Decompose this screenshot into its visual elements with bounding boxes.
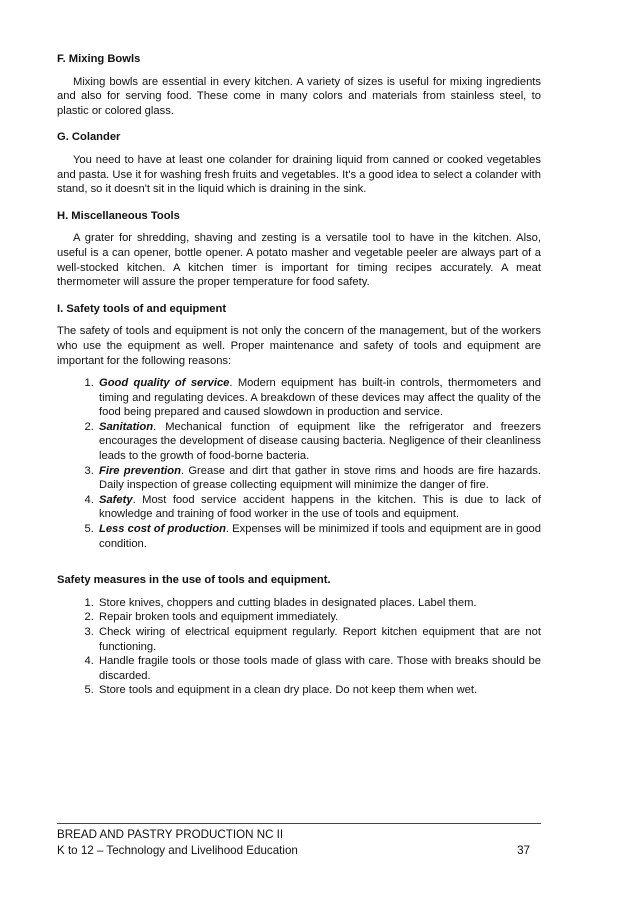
list-item: [97, 493, 541, 522]
list-item: 3. Check wiring of electrical equipment regularly. Report kitchen equipment that are not functioning.: [97, 625, 541, 654]
reason-text: . Modern equipment has built-in controls, thermometers and timing and regulating devices. A breakdown of these devices may affect the quality of the food being prepared and caused slowdown in production and service.: [99, 377, 541, 419]
reason-text: . Expenses will be minimized if tools and equipment are in good condition.: [99, 523, 541, 550]
list-item: [97, 376, 541, 420]
reason-term: Good quality of service: [99, 377, 230, 390]
footer-title: BREAD AND PASTRY PRODUCTION NC II: [57, 828, 284, 841]
reason-text: . Grease and dirt that gather in stove rims and hoods are fire hazards. Daily inspection of grease collecting equipment will minimize the danger of fire.: [99, 464, 541, 492]
footer-row: [57, 843, 541, 859]
reason-text: . Most food service accident happens in the kitchen. This is due to lack of knowledge and training of food worker in the use of tools and equipment.: [99, 493, 541, 521]
footer-subtitle: K to 12 – Technology and Livelihood Education: [57, 844, 298, 857]
section-heading: Safety measures in the use of tools and equipment.: [57, 574, 331, 587]
list-item: 5. Store tools and equipment in a clean dry place. Do not keep them when wet.: [97, 683, 541, 698]
section-body: A grater for shredding, shaving and zesting is a versatile tool to have in the kitchen. Also, useful is a can opener, bottle opener. A potato masher and vegetable peeler are always part of a well-stocked kitchen. A kitchen timer is important for timing recipes accurately. A meat thermometer will assure the proper temperature for food safety.: [57, 232, 541, 289]
section-heading: G. Colander: [57, 131, 121, 144]
list-item: [97, 522, 541, 551]
section-safety-tools: [57, 302, 541, 552]
list-item: 4. Handle fragile tools or those tools made of glass with care. Those with breaks should be discarded.: [97, 654, 541, 683]
section-intro: The safety of tools and equipment is not only the concern of the management, but of the workers who use the equipment as well. Proper maintenance and safety of tools and equipment are important for the following reasons:: [57, 325, 541, 367]
measures-list: [57, 596, 541, 698]
section-body: Mixing bowls are essential in every kitchen. A variety of sizes is useful for mixing ingredients and also for serving food. These come in many colors and materials from stainless steel, to plastic or colored glass.: [57, 75, 541, 117]
section-heading: I. Safety tools of and equipment: [57, 302, 227, 315]
page-number: 37: [517, 844, 530, 857]
list-item: [97, 464, 541, 493]
reason-term: Safety: [99, 493, 133, 506]
list-item: [97, 420, 541, 464]
list-item: 2. Repair broken tools and equipment immediately.: [97, 610, 541, 625]
section-body: You need to have at least one colander for draining liquid from canned or cooked vegetables and pasta. Use it for washing fresh fruits and vegetables. It's a good idea to select a colander with stand, so it doesn't sit in the liquid which is draining in the sink.: [57, 153, 541, 196]
reason-term: Sanitation: [99, 420, 154, 433]
section-safety-measures: [57, 573, 541, 698]
section-heading: H. Miscellaneous Tools: [57, 209, 180, 222]
reasons-list: [57, 376, 541, 551]
reason-term: Fire prevention: [99, 464, 181, 477]
list-item: 1. Store knives, choppers and cutting blades in designated places. Label them.: [97, 596, 541, 611]
reason-text: . Mechanical function of equipment like the refrigerator and freezers encourages the development of disease causing bacteria. Negligence of their cleanliness leads to the growth of food-borne bacteria.: [99, 420, 541, 463]
document-page: [57, 52, 541, 710]
section-colander: [57, 130, 541, 196]
section-misc-tools: [57, 209, 541, 290]
page-footer: [57, 823, 541, 859]
reason-term: Less cost of production: [99, 523, 226, 536]
section-heading: F. Mixing Bowls: [57, 53, 141, 65]
section-mixing-bowls: [57, 52, 541, 118]
